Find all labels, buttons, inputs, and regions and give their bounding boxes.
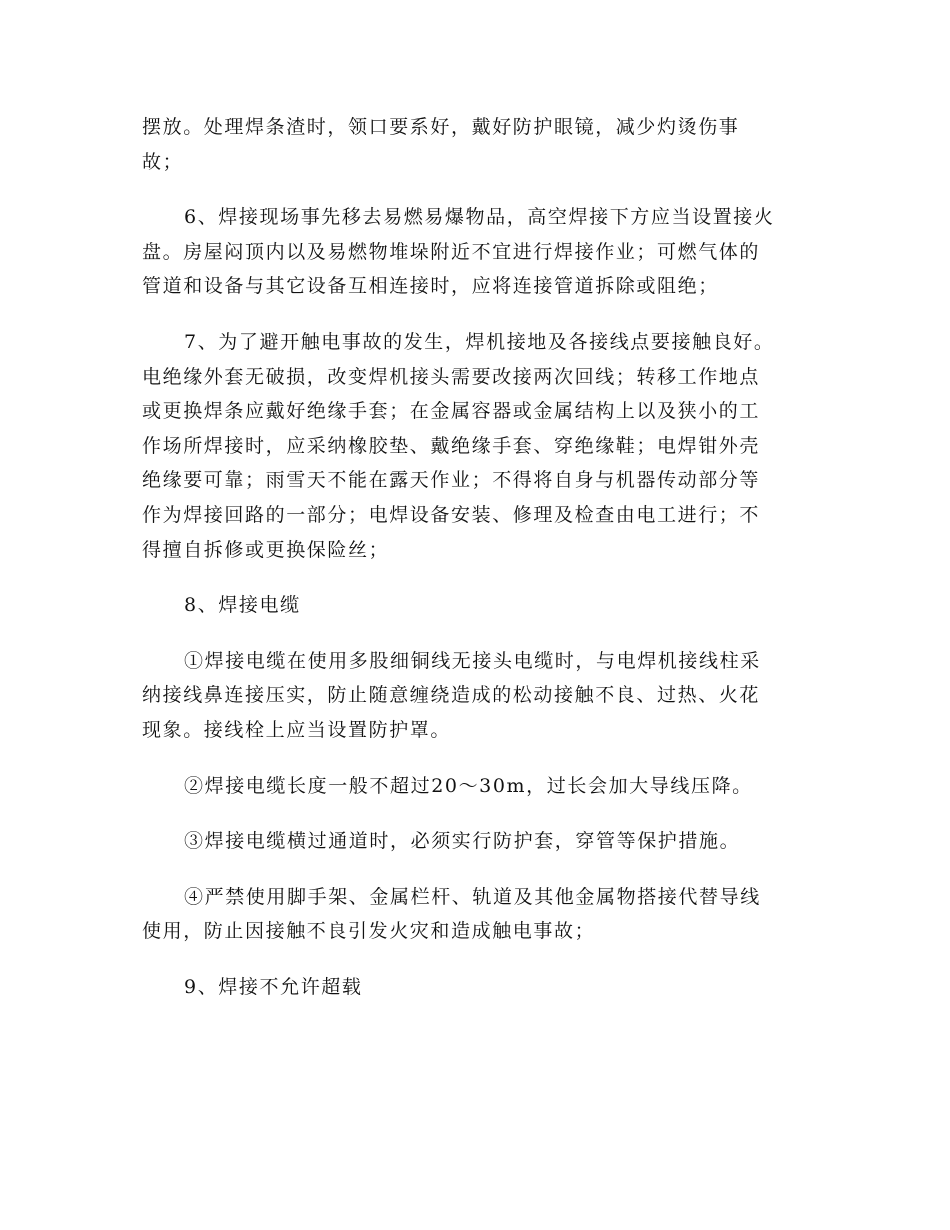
text-line: ①焊接电缆在使用多股细铜线无接头电缆时，与电焊机接线柱采 bbox=[184, 649, 761, 672]
paragraph-continuation bbox=[142, 110, 810, 179]
text-line: 盘。房屋闷顶内以及易燃物堆垛附近不宜进行焊接作业；可燃气体的 bbox=[142, 240, 761, 263]
paragraph-item-6 bbox=[142, 200, 810, 304]
text-line: 得擅自拆修或更换保险丝； bbox=[142, 538, 390, 561]
text-line: 故； bbox=[142, 150, 184, 173]
text-line: 6、焊接现场事先移去易燃易爆物品，高空焊接下方应当设置接火 bbox=[184, 206, 775, 229]
text-line: 电绝缘外套无破损，改变焊机接头需要改接两次回线；转移工作地点 bbox=[142, 365, 761, 388]
paragraph-item-7 bbox=[142, 325, 810, 567]
text-line: 9、焊接不允许超载 bbox=[184, 975, 363, 998]
text-line: 纳接线鼻连接压实，防止随意缠绕造成的松动接触不良、过热、火花 bbox=[142, 684, 761, 707]
text-line: 作为焊接回路的一部分；电焊设备安装、修理及检查由电工进行；不 bbox=[142, 503, 761, 526]
document-page bbox=[142, 110, 810, 1025]
paragraph-item-9-heading bbox=[142, 970, 810, 1005]
paragraph-item-8-4 bbox=[142, 880, 810, 949]
text-line: 或更换焊条应戴好绝缘手套；在金属容器或金属结构上以及狭小的工 bbox=[142, 400, 761, 423]
paragraph-item-8-1 bbox=[142, 644, 810, 748]
paragraph-item-8-3 bbox=[142, 824, 810, 859]
text-line: 使用，防止因接触不良引发火灾和造成触电事故； bbox=[142, 920, 596, 943]
text-line: 8、焊接电缆 bbox=[184, 594, 301, 617]
text-line: 作场所焊接时，应采纳橡胶垫、戴绝缘手套、穿绝缘鞋；电焊钳外壳 bbox=[142, 434, 761, 457]
text-line: ②焊接电缆长度一般不超过20～30m，过长会加大导线压降。 bbox=[184, 774, 753, 797]
text-line: 摆放。处理焊条渣时，领口要系好，戴好防护眼镜，减少灼烫伤事 bbox=[142, 116, 740, 138]
paragraph-item-8-2 bbox=[142, 769, 810, 804]
text-line: 管道和设备与其它设备互相连接时，应将连接管道拆除或阻绝； bbox=[142, 275, 719, 298]
text-line: 现象。接线栓上应当设置防护罩。 bbox=[142, 718, 452, 741]
text-line: ③焊接电缆横过通道时，必须实行防护套，穿管等保护措施。 bbox=[184, 830, 741, 853]
paragraph-item-8-heading bbox=[142, 588, 810, 623]
text-line: ④严禁使用脚手架、金属栏杆、轨道及其他金属物搭接代替导线 bbox=[184, 885, 761, 908]
text-line: 7、为了避开触电事故的发生，焊机接地及各接线点要接触良好。 bbox=[184, 330, 775, 353]
text-line: 绝缘要可靠；雨雪天不能在露天作业；不得将自身与机器传动部分等 bbox=[142, 469, 761, 492]
